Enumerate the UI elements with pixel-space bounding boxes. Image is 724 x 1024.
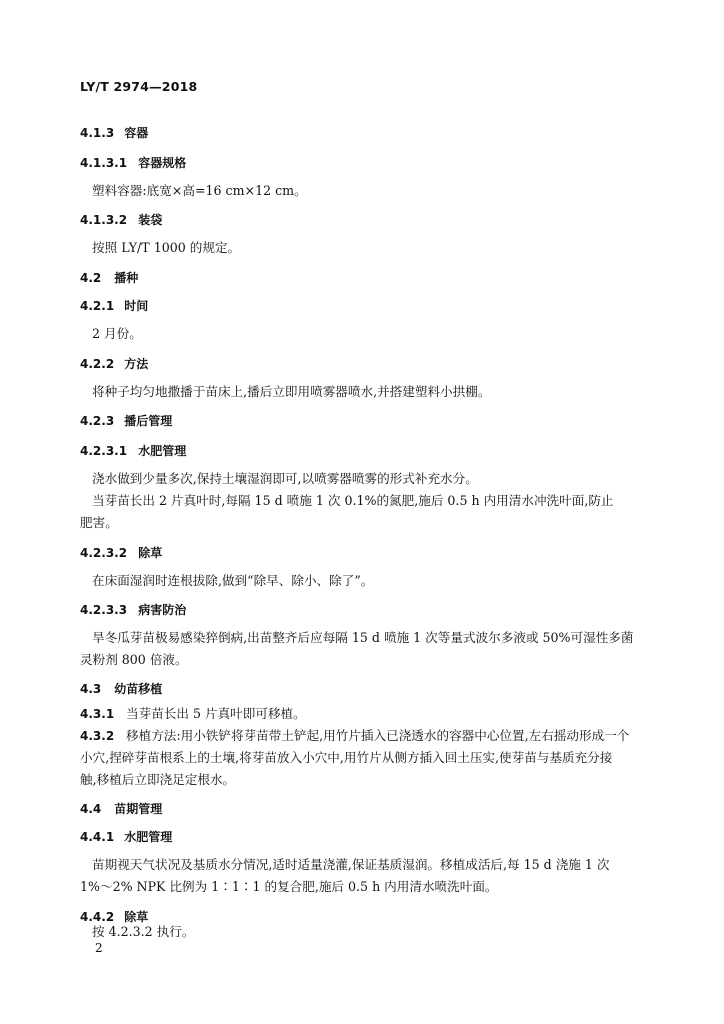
paragraph-4-2-3-3-line1: 旱冬瓜芽苗极易感染猝倒病,出苗整齐后应每隔 15 d 喷施 1 次等量式波尔多液或 50%可湿性多菌 [92, 630, 634, 645]
clause-4-3-2-line3: 触,移植后立即浇足定根水。 [80, 772, 236, 787]
section-number: 4.2 [80, 271, 102, 285]
paragraph-4-2-3-1-b-line1: 当芽苗长出 2 片真叶时,每隔 15 d 喷施 1 次 0.1%的氮肥,施后 0.5 h 内用清水冲洗叶面,防止 [92, 493, 614, 508]
section-number: 4.2.3.3 [80, 603, 128, 617]
section-number: 4.3.1 [80, 707, 115, 721]
section-number: 4.2.2 [80, 357, 115, 371]
clause-text: 当芽苗长出 5 片真叶即可移植。 [126, 706, 306, 721]
paragraph-4-4-2: 按 4.2.3.2 执行。 [92, 924, 195, 939]
clause-4-3-2-line1 [80, 724, 660, 748]
section-heading-4-4 [80, 797, 660, 821]
paragraph-4-2-3-3-line2: 灵粉剂 800 倍液。 [80, 652, 188, 667]
section-number: 4.1.3.2 [80, 213, 128, 227]
section-heading-4-1-3-1 [80, 151, 660, 175]
section-number: 4.4.1 [80, 830, 115, 844]
section-number: 4.1.3.1 [80, 156, 128, 170]
paragraph-4-2-1: 2 月份。 [92, 326, 142, 341]
section-title: 装袋 [138, 213, 163, 227]
section-heading-4-2 [80, 266, 660, 290]
paragraph-4-1-3-1: 塑料容器:底宽×高=16 cm×12 cm。 [92, 183, 307, 198]
section-title: 水肥管理 [124, 830, 173, 844]
paragraph-4-2-2: 将种子均匀地撒播于苗床上,播后立即用喷雾器喷水,并搭建塑料小拱棚。 [92, 384, 491, 399]
section-number: 4.3 [80, 682, 102, 696]
section-heading-4-2-3-3 [80, 598, 660, 622]
section-number: 4.2.3 [80, 414, 115, 428]
section-heading-4-2-3-2 [80, 541, 660, 565]
section-number: 4.3.2 [80, 729, 115, 743]
section-number: 4.2.3.2 [80, 546, 128, 560]
section-title: 时间 [124, 299, 149, 313]
section-heading-4-3 [80, 677, 660, 701]
section-title: 容器 [124, 126, 149, 140]
section-title: 苗期管理 [114, 802, 163, 816]
section-heading-4-4-1 [80, 825, 660, 849]
section-title: 容器规格 [138, 156, 187, 170]
clause-4-3-2-line2: 小穴,捏碎芽苗根系上的土壤,将芽苗放入小穴中,用竹片从侧方插入回土压实,使芽苗与基质充分接 [80, 750, 613, 765]
section-title: 方法 [124, 357, 149, 371]
section-number: 4.1.3 [80, 126, 115, 140]
section-heading-4-2-3 [80, 409, 660, 433]
section-title: 除草 [138, 546, 163, 560]
clause-4-3-1 [80, 702, 660, 726]
section-heading-4-2-1 [80, 294, 660, 318]
page-number: 2 [95, 941, 103, 955]
section-title: 幼苗移植 [114, 682, 163, 696]
standard-code: LY/T 2974—2018 [80, 79, 198, 94]
section-heading-4-2-3-1 [80, 439, 660, 463]
section-number: 4.4 [80, 802, 102, 816]
paragraph-4-4-1-line2: 1%～2% NPK 比例为 1∶1∶1 的复合肥,施后 0.5 h 内用清水喷洗叶面。 [80, 879, 498, 894]
paragraph-4-2-3-2: 在床面湿润时连根拔除,做到“除早、除小、除了”。 [92, 573, 374, 588]
section-title: 播种 [114, 271, 139, 285]
paragraph-4-2-3-1-b-line2: 肥害。 [80, 515, 118, 530]
paragraph-4-2-3-1-a: 浇水做到少量多次,保持土壤湿润即可,以喷雾器喷雾的形式补充水分。 [92, 471, 478, 486]
section-heading-4-1-3 [80, 121, 660, 145]
section-heading-4-2-2 [80, 352, 660, 376]
section-title: 播后管理 [124, 414, 173, 428]
section-title: 病害防治 [138, 603, 187, 617]
section-title: 水肥管理 [138, 444, 187, 458]
section-heading-4-1-3-2 [80, 208, 660, 232]
section-number: 4.2.1 [80, 299, 115, 313]
clause-text: 移植方法:用小铁铲将芽苗带土铲起,用竹片插入已浇透水的容器中心位置,左右摇动形成一个 [126, 728, 630, 743]
paragraph-4-4-1-line1: 苗期视天气状况及基质水分情况,适时适量浇灌,保证基质湿润。移植成活后,每 15 d 浇施 1 次 [92, 857, 610, 872]
section-title: 除草 [124, 910, 149, 924]
section-number: 4.4.2 [80, 910, 115, 924]
paragraph-4-1-3-2: 按照 LY/T 1000 的规定。 [92, 240, 241, 255]
section-number: 4.2.3.1 [80, 444, 128, 458]
